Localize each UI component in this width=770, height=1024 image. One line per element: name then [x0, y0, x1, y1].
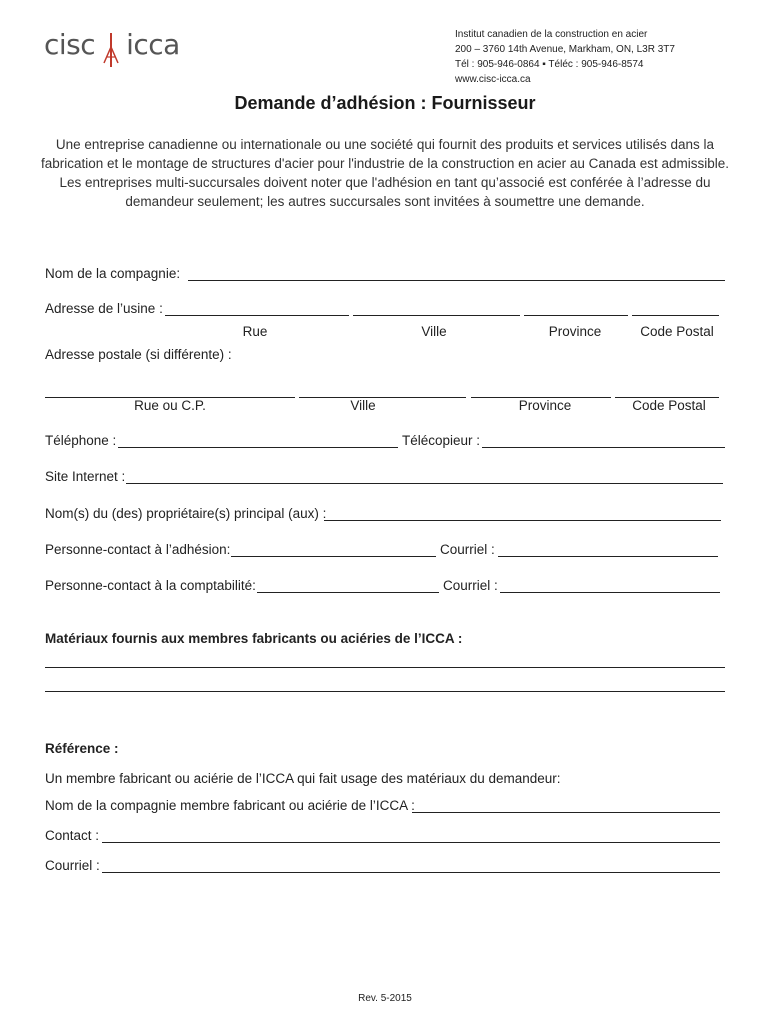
factory-city-caption: Ville: [421, 324, 447, 339]
reference-heading: Référence :: [45, 741, 119, 756]
reference-intro: Un membre fabricant ou aciérie de l’ICCA qui fait usage des matériaux du demandeur:: [45, 771, 561, 786]
contact-accounting-label: Personne-contact à la comptabilité:: [45, 578, 256, 593]
phone-field[interactable]: [118, 447, 398, 448]
website-field[interactable]: [126, 483, 723, 484]
ref-email-label: Courriel :: [45, 858, 100, 873]
organization-address: [455, 27, 675, 87]
ref-email-field[interactable]: [102, 872, 720, 873]
materials-field-line-2[interactable]: [45, 691, 725, 692]
ref-contact-label: Contact :: [45, 828, 100, 843]
factory-postal-field[interactable]: [632, 315, 719, 316]
address-line: Institut canadien de la construction en acier: [455, 29, 648, 40]
factory-street-caption: Rue: [242, 324, 268, 339]
page-title: Demande d’adhésion : Fournisseur: [234, 93, 536, 113]
factory-province-field[interactable]: [524, 315, 628, 316]
company-name-field[interactable]: [188, 280, 725, 281]
email-accounting-field[interactable]: [500, 592, 720, 593]
postal-city-caption: Ville: [350, 398, 376, 413]
factory-street-field[interactable]: [165, 315, 349, 316]
factory-city-field[interactable]: [353, 315, 520, 316]
ref-contact-field[interactable]: [102, 842, 720, 843]
logo-text-icca: icca: [126, 28, 180, 61]
revision-label: Rev. 5-2015: [358, 993, 412, 1004]
owners-label: Nom(s) du (des) propriétaire(s) principal (aux) :: [45, 506, 327, 521]
postal-address-label: Adresse postale (si différente) :: [45, 347, 232, 362]
materials-field-line-1[interactable]: [45, 667, 725, 668]
address-line: Tél : 905-946-0864 ▪ Téléc : 905-946-8574: [455, 59, 644, 70]
postal-street-caption: Rue ou C.P.: [134, 398, 206, 413]
fax-label: Télécopieur :: [402, 433, 481, 448]
address-line: 200 – 3760 14th Avenue, Markham, ON, L3R 3T7: [455, 44, 675, 55]
postal-postal-caption: Code Postal: [632, 398, 706, 413]
cisc-icca-logo: [44, 28, 184, 68]
owners-field[interactable]: [324, 520, 721, 521]
logo-tower-icon: [100, 33, 122, 67]
website-link[interactable]: www.cisc-icca.ca: [455, 74, 531, 85]
email-membership-label: Courriel :: [440, 542, 495, 557]
logo-text-cisc: cisc: [44, 28, 96, 61]
contact-membership-field[interactable]: [231, 556, 436, 557]
email-membership-field[interactable]: [498, 556, 718, 557]
phone-label: Téléphone :: [45, 433, 117, 448]
postal-province-caption: Province: [518, 398, 572, 413]
fax-field[interactable]: [482, 447, 725, 448]
ref-company-label: Nom de la compagnie membre fabricant ou aciérie de l’ICCA :: [45, 798, 415, 813]
company-name-label: Nom de la compagnie:: [45, 266, 181, 281]
website-label: Site Internet :: [45, 469, 126, 484]
factory-province-caption: Province: [548, 324, 602, 339]
email-accounting-label: Courriel :: [443, 578, 498, 593]
contact-membership-label: Personne-contact à l’adhésion:: [45, 542, 231, 557]
factory-postal-caption: Code Postal: [640, 324, 714, 339]
ref-company-field[interactable]: [412, 812, 720, 813]
contact-accounting-field[interactable]: [257, 592, 439, 593]
factory-address-label: Adresse de l’usine :: [45, 301, 163, 316]
materials-heading: Matériaux fournis aux membres fabricants ou aciéries de l’ICCA :: [45, 631, 463, 646]
intro-paragraph: Une entreprise canadienne ou internationale ou une société qui fournit des produits et services utilisés dans la fabrication et le montage de structures d'acier pour l'industrie de la construction en acier au Canada est admissible. Les entreprises multi-succursales doivent noter que l'adhésion en tant qu’associé est conférée à l’adresse du demandeur seulement; les autres succursales sont invitées à soumettre une demande.: [40, 137, 730, 209]
